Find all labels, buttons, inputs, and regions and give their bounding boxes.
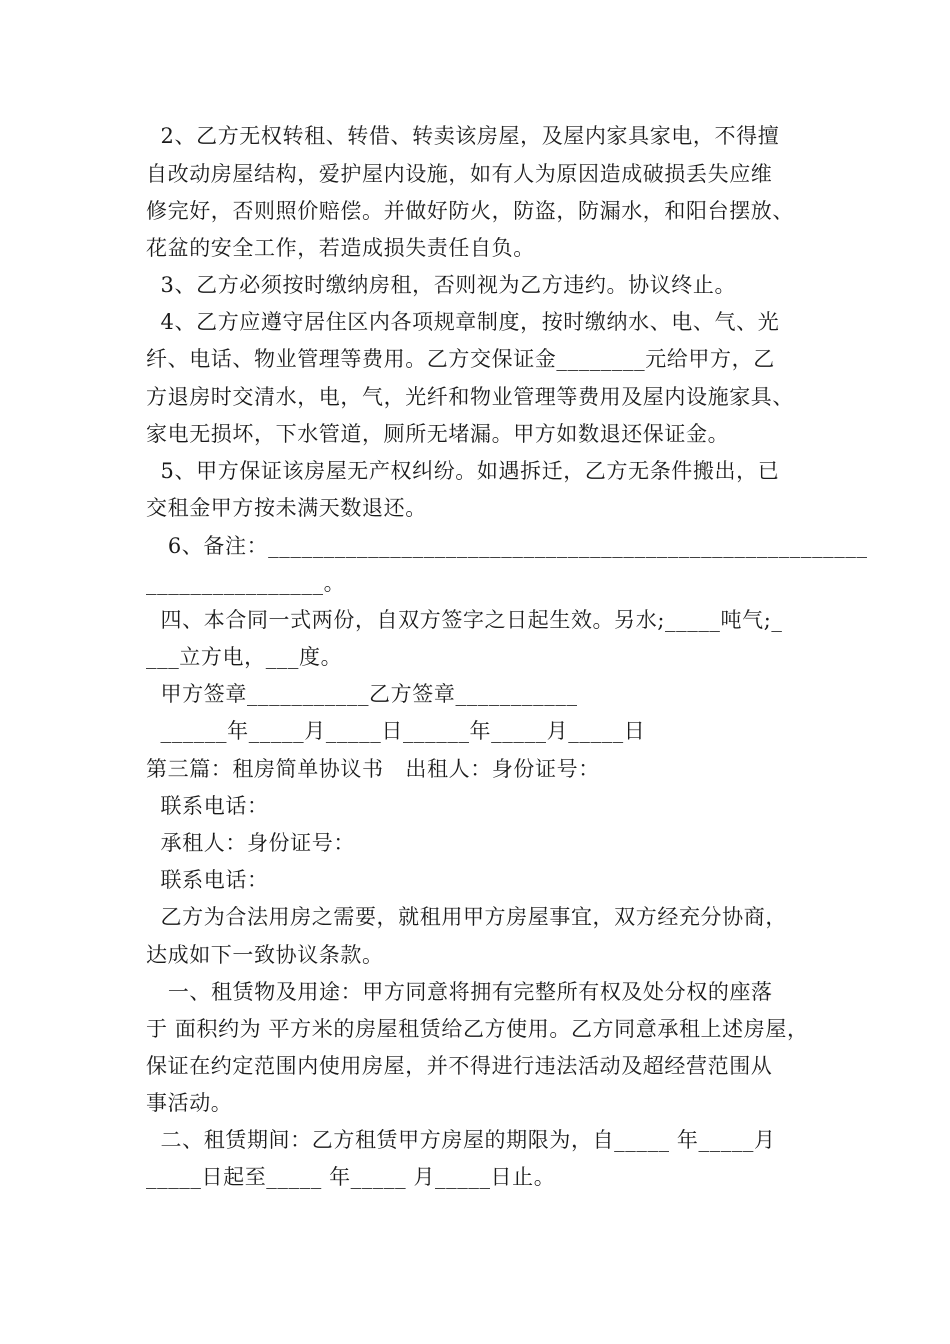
text-line: 保证在约定范围内使用房屋，并不得进行违法活动及超经营范围从 <box>146 1054 773 1078</box>
text-line: 纤、电话、物业管理等费用。乙方交保证金________元给甲方，乙 <box>146 347 775 371</box>
text-line: 交租金甲方按未满天数退还。 <box>146 496 427 520</box>
text-line: 自改动房屋结构，爱护屋内设施，如有人为原因造成破损丢失应维 <box>146 162 773 186</box>
text-line: 事活动。 <box>146 1091 233 1115</box>
text-line: 修完好，否则照价赔偿。并做好防火，防盗，防漏水，和阳台摆放、 <box>146 199 794 223</box>
text-line: 5、甲方保证该房屋无产权纠纷。如遇拆迁，乙方无条件搬出，已 <box>146 459 780 483</box>
text-line: 家电无损坏，下水管道，厕所无堵漏。甲方如数退还保证金。 <box>146 422 730 446</box>
text-line: ________________。 <box>146 571 346 595</box>
text-line: 于 面积约为 平方米的房屋租赁给乙方使用。乙方同意承租上述房屋， <box>146 1017 809 1041</box>
text-line: 四、本合同一式两份，自双方签字之日起生效。另水;_____吨气;_ <box>146 608 783 632</box>
text-line: 一、租赁物及用途：甲方同意将拥有完整所有权及处分权的座落 <box>146 980 773 1004</box>
text-line: 达成如下一致协议条款。 <box>146 943 384 967</box>
text-line: 联系电话： <box>146 868 269 892</box>
date-line: ______年_____月_____日______年_____月_____日 <box>146 719 646 743</box>
text-line: 4、乙方应遵守居住区内各项规章制度，按时缴纳水、电、气、光 <box>146 310 780 334</box>
text-line: 3、乙方必须按时缴纳房租，否则视为乙方违约。协议终止。 <box>146 273 737 297</box>
signature-line: 甲方签章___________乙方签章___________ <box>146 682 578 706</box>
text-line: 二、租赁期间：乙方租赁甲方房屋的期限为，自_____ 年_____月 <box>146 1128 776 1152</box>
section-heading: 第三篇：租房简单协议书 出租人：身份证号： <box>146 757 600 781</box>
text-line: 承租人：身份证号： <box>146 831 355 855</box>
text-line: 2、乙方无权转租、转借、转卖该房屋，及屋内家具家电，不得擅 <box>146 124 780 148</box>
text-line: ___立方电，___度。 <box>146 645 343 669</box>
text-line: 花盆的安全工作，若造成损失责任自负。 <box>146 236 535 260</box>
text-line: _____日起至_____ 年_____ 月_____日止。 <box>146 1165 556 1189</box>
text-line: 联系电话： <box>146 794 269 818</box>
text-line: 6、备注：______________________________________________________ <box>146 534 868 558</box>
text-line: 乙方为合法用房之需要，就租用甲方房屋事宜，双方经充分协商， <box>146 905 787 929</box>
text-line: 方退房时交清水，电，气，光纤和物业管理等费用及屋内设施家具、 <box>146 385 794 409</box>
